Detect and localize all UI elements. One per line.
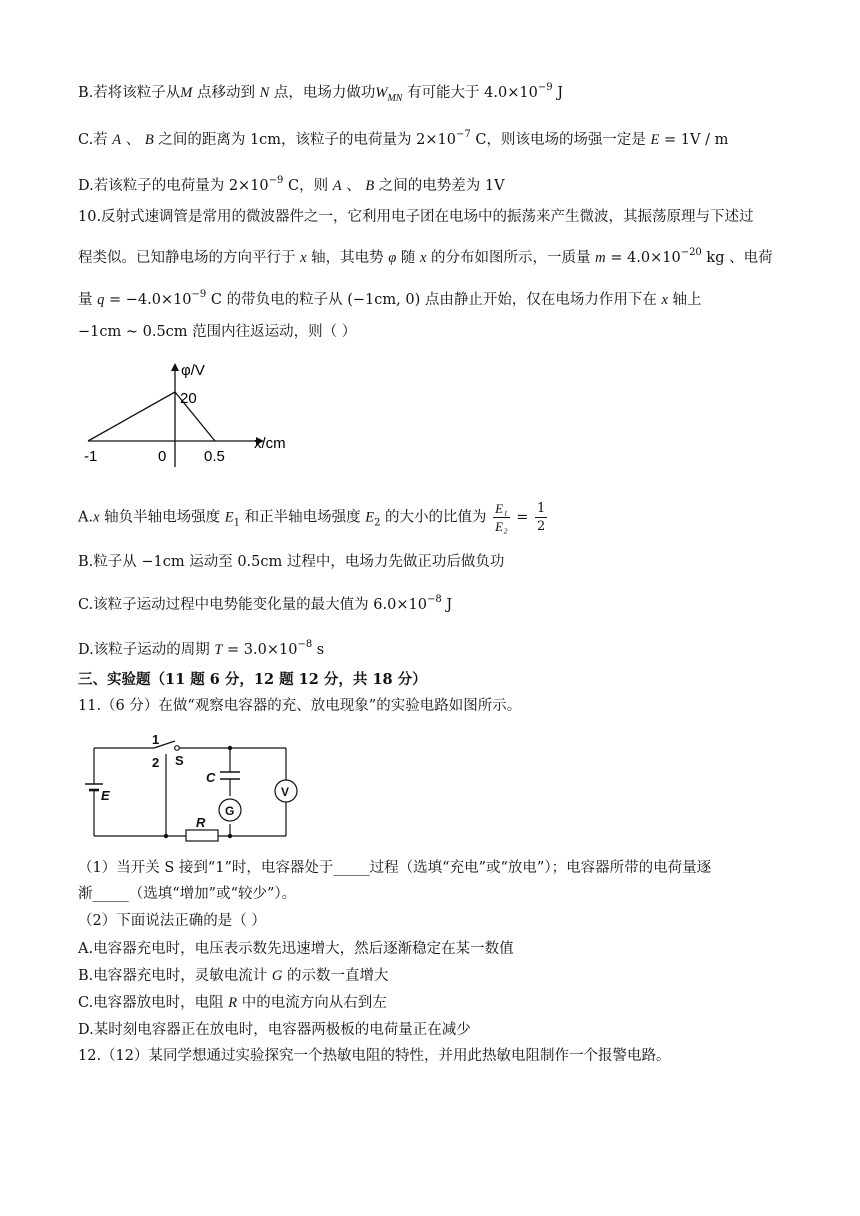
q9-option-c: C.若 A 、 B 之间的距离为 1cm，该粒子的电荷量为 $2\times 10^{-7}$ C，则该电场的场强一定是 E = 1V / m: [78, 129, 729, 148]
q11-part1-line2: 渐_____（选填“增加”或“较少”）。: [78, 886, 297, 902]
switch-pos2-label: 2: [152, 755, 160, 770]
battery-label: E: [101, 788, 110, 803]
potential-graph: [78, 355, 308, 475]
q11-part2: （2）下面说法正确的是（ ）: [78, 913, 266, 929]
tick-neg1: -1: [84, 448, 98, 465]
voltmeter-label: V: [281, 785, 290, 799]
capacitor-label: C: [206, 770, 216, 785]
q10-option-a: A.x 轴负半轴电场强度 $E_1$ 和正半轴电场强度 $E_2$ 的大小的比值为 $\frac{\text{E₁}}{\text{E₂}}$ = $\frac{1}{2}$: [78, 501, 546, 534]
q12-stem: 12.（12）某同学想通过实验探究一个热敏电阻的特性，并用此热敏电阻制作一个报警电路。: [78, 1048, 671, 1064]
tick-0: 0: [158, 448, 167, 465]
peak-label: 20: [180, 390, 197, 407]
section-heading: 三、实验题（11 题 6 分，12 题 12 分，共 18 分）: [78, 671, 427, 688]
q10-stem-line3: 量 $q = -4.0\times 10^{-9}$ C 的带负电的粒子从 (−1cm, 0) 点由静止开始，仅在电场力作用下在 x 轴上: [78, 289, 702, 308]
q11-option-b: B.电容器充电时，灵敏电流计 G 的示数一直增大: [78, 968, 389, 984]
q9-option-b: B.若将该粒子从M 点移动到 N 点，电场力做功$W_{MN}$ 有可能大于 $4.0\times 10^{-9}$ J: [78, 82, 564, 104]
q10-stem-line1: 10.反射式速调管是常用的微波器件之一，它利用电子团在电场中的振荡来产生微波，其振荡原理与下述过: [78, 209, 754, 225]
q11-option-d: D.某时刻电容器正在放电时，电容器两极板的电荷量正在减少: [78, 1022, 471, 1038]
q11-part1-line1: （1）当开关 S 接到“1”时，电容器处于_____过程（选填“充电”或“放电”）；电容器所带的电荷量逐: [78, 860, 712, 876]
q9-option-d: D.若该粒子的电荷量为 $2\times 10^{-9}$ C，则 A 、 B 之间的电势差为 1V: [78, 175, 505, 194]
q10-option-c: C.该粒子运动过程中电势能变化量的最大值为 $6.0\times 10^{-8}$ J: [78, 594, 453, 613]
q10-stem-line2: 程类似。已知静电场的方向平行于 x 轴，其电势 φ 随 x 的分布如图所示，一质量 $m = 4.0\times 10^{-20}$ kg 、电荷: [78, 247, 773, 266]
q10-option-b: B.粒子从 −1cm 运动至 0.5cm 过程中，电场力先做正功后做负功: [78, 554, 505, 570]
q11-option-c: C.电容器放电时，电阻 R 中的电流方向从右到左: [78, 995, 387, 1011]
q10-option-d: D.该粒子运动的周期 $T = 3.0\times 10^{-8}$ s: [78, 639, 325, 658]
galvanometer-label: G: [225, 804, 235, 818]
q11-option-a: A.电容器充电时，电压表示数先迅速增大，然后逐渐稳定在某一数值: [78, 941, 514, 957]
y-axis-label: φ/V: [181, 362, 205, 379]
q11-stem: 11.（6 分）在做“观察电容器的充、放电现象”的实验电路如图所示。: [78, 698, 522, 714]
tick-05: 0.5: [204, 448, 225, 465]
resistor-label: R: [196, 815, 206, 830]
switch-label: S: [175, 753, 184, 768]
switch-pos1-label: 1: [152, 732, 160, 747]
q10-stem-line4: −1cm ~ 0.5cm 范围内往返运动，则（ ）: [78, 324, 357, 340]
x-axis-label: x/cm: [254, 435, 286, 452]
circuit-diagram: [82, 732, 302, 848]
